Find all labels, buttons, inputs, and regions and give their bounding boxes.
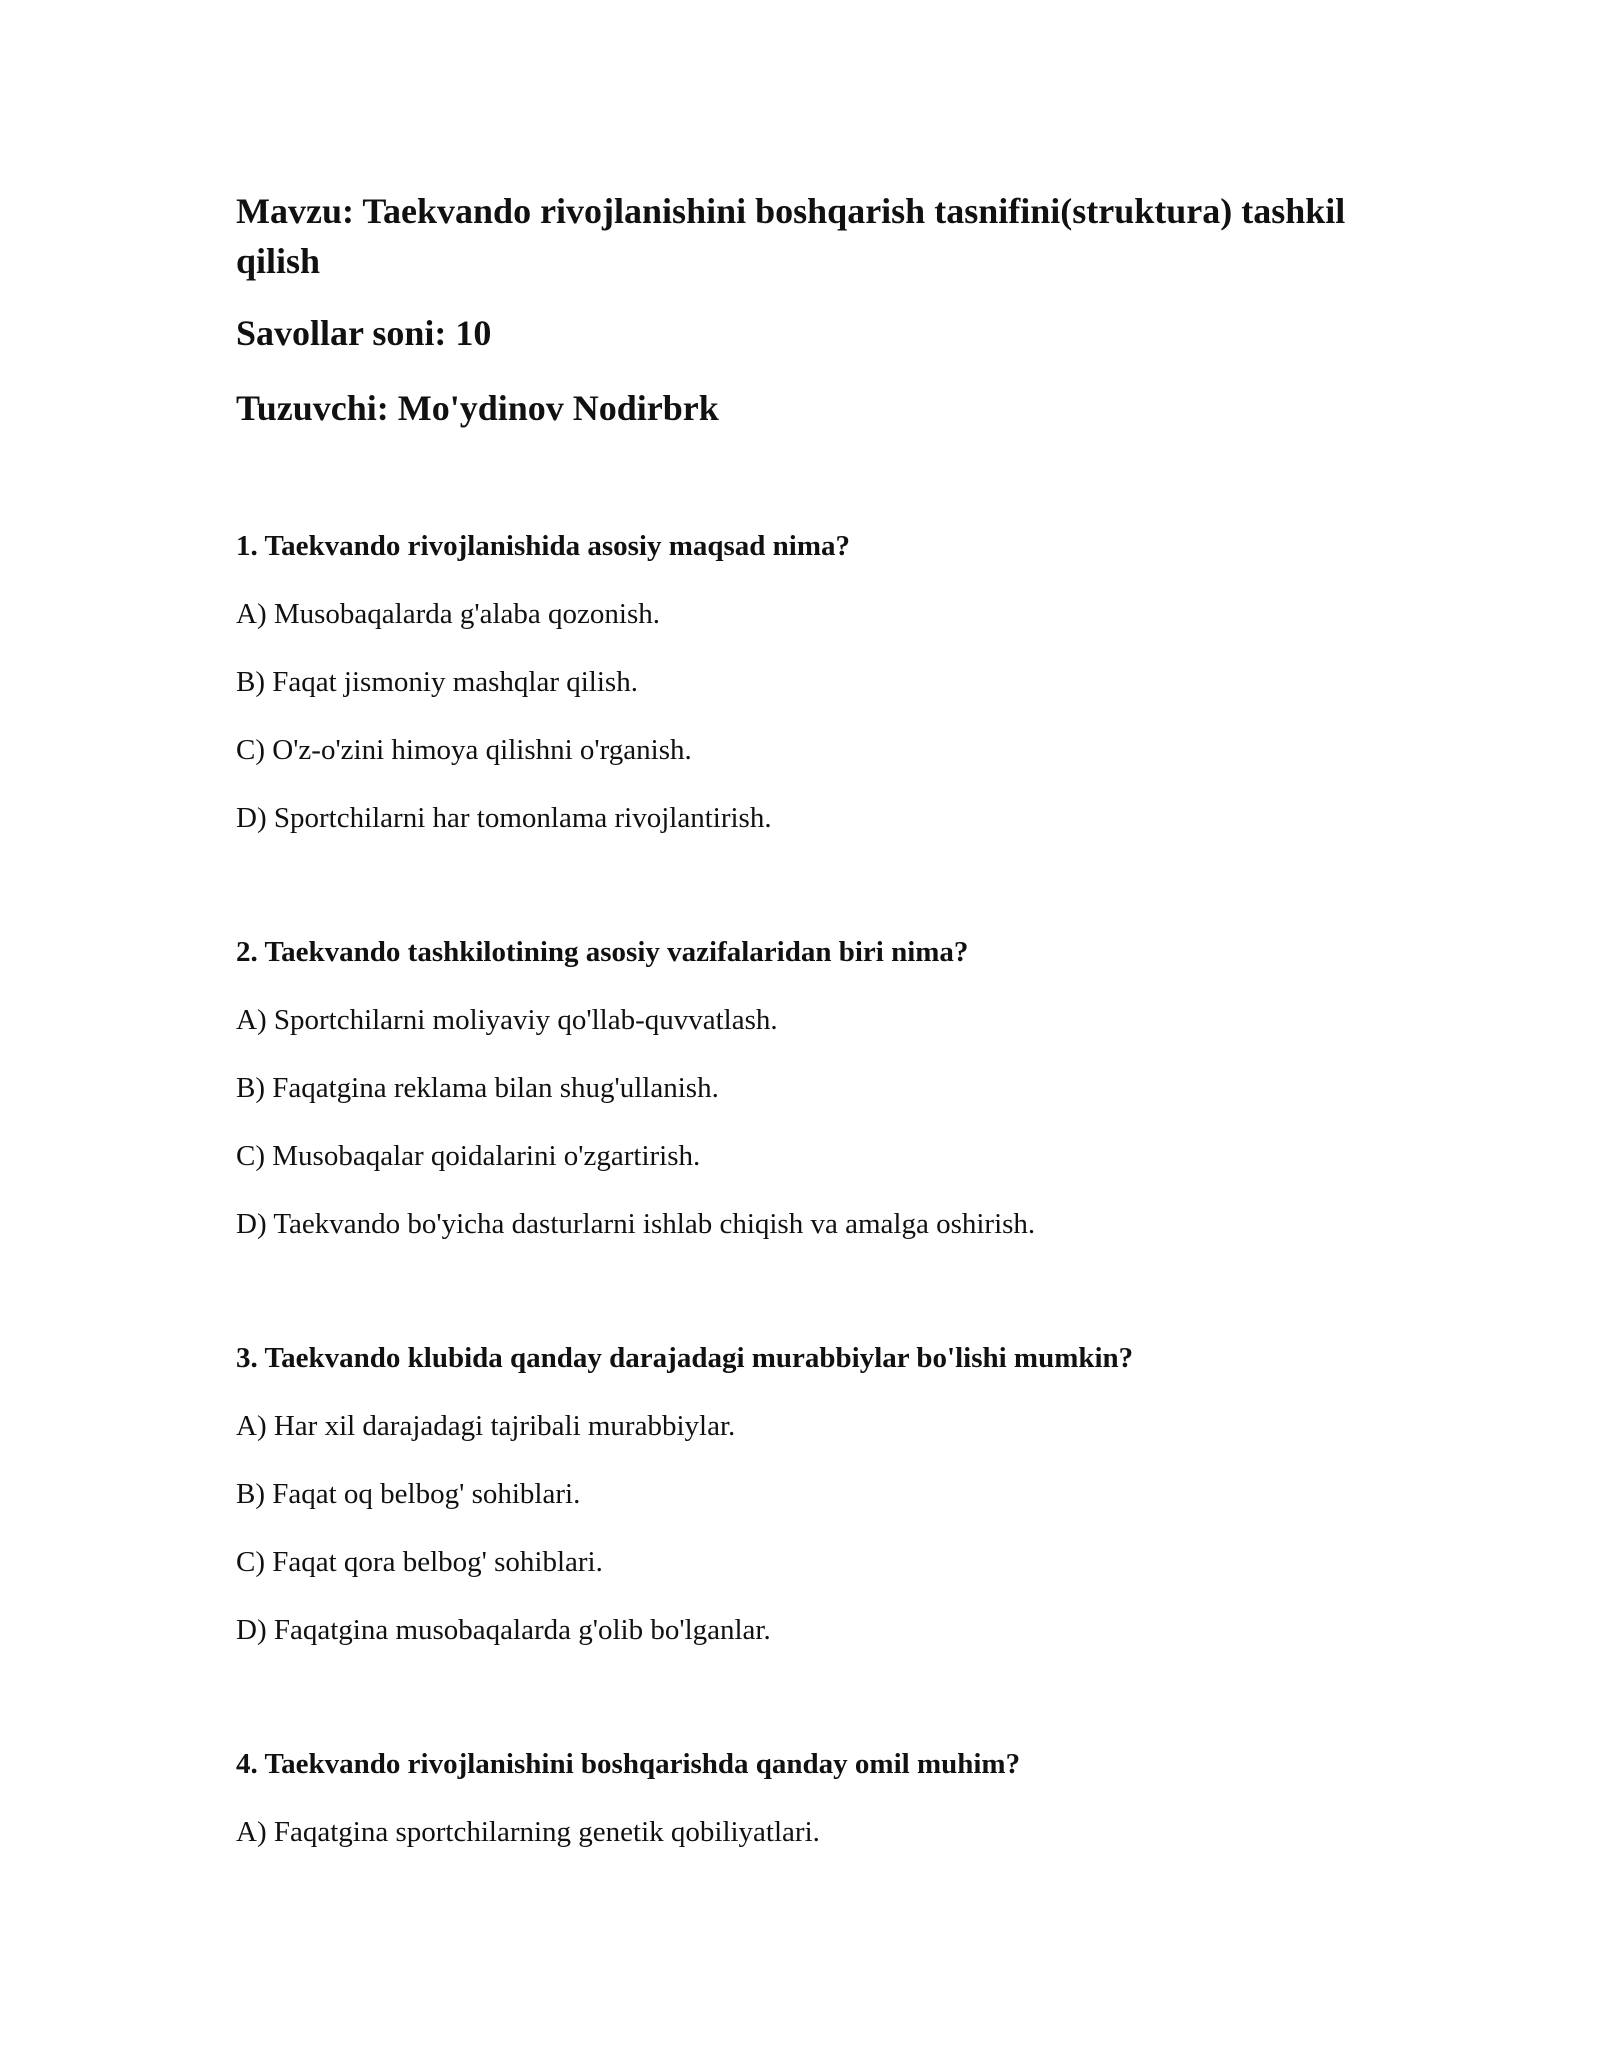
question-1 (236, 526, 1436, 838)
option-c: C) O'z-o'zini himoya qilishni o'rganish. (236, 734, 692, 766)
question-4 (236, 1744, 1436, 1852)
question-text: 1. Taekvando rivojlanishida asosiy maqsad nima? (236, 530, 851, 562)
option-c: C) Musobaqalar qoidalarini o'zgartirish. (236, 1140, 701, 1172)
question-text: 3. Taekvando klubida qanday darajadagi murabbiylar bo'lishi mumkin? (236, 1342, 1134, 1374)
option-c: C) Faqat qora belbog' sohiblari. (236, 1546, 603, 1578)
option-b: B) Faqat oq belbog' sohiblari. (236, 1478, 581, 1510)
option-a: A) Faqatgina sportchilarning genetik qobiliyatlari. (236, 1816, 820, 1848)
option-a: A) Har xil darajadagi tajribali murabbiylar. (236, 1410, 736, 1442)
question-2 (236, 932, 1436, 1244)
option-a: A) Musobaqalarda g'alaba qozonish. (236, 598, 660, 630)
question-text: 2. Taekvando tashkilotining asosiy vazifalaridan biri nima? (236, 936, 969, 968)
option-d: D) Faqatgina musobaqalarda g'olib bo'lganlar. (236, 1614, 771, 1646)
option-b: B) Faqat jismoniy mashqlar qilish. (236, 666, 638, 698)
option-b: B) Faqatgina reklama bilan shug'ullanish. (236, 1072, 719, 1104)
option-d: D) Taekvando bo'yicha dasturlarni ishlab chiqish va amalga oshirish. (236, 1208, 1036, 1240)
document-title: Mavzu: Taekvando rivojlanishini boshqarish tasnifini(struktura) tashkil qilish (236, 191, 1346, 281)
question-3 (236, 1338, 1436, 1650)
author-line: Tuzuvchi: Mo'ydinov Nodirbrk (236, 388, 719, 428)
option-d: D) Sportchilarni har tomonlama rivojlantirish. (236, 802, 772, 834)
question-count: Savollar soni: 10 (236, 313, 492, 353)
option-a: A) Sportchilarni moliyaviy qo'llab-quvvatlash. (236, 1004, 778, 1036)
question-text: 4. Taekvando rivojlanishini boshqarishda qanday omil muhim? (236, 1748, 1021, 1780)
